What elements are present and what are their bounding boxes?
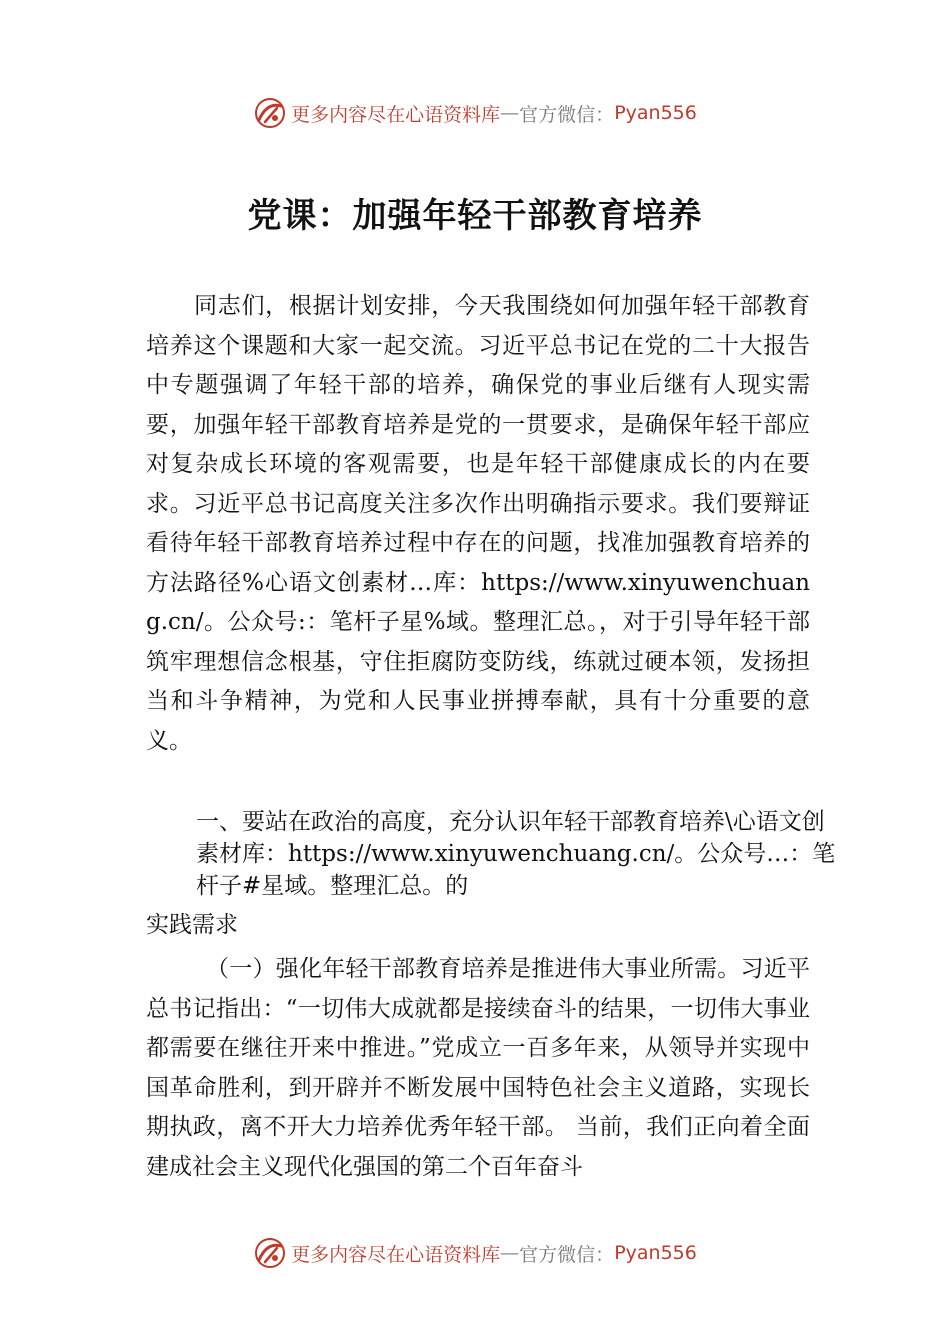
watermark-wechat-label: 官方微信：: [519, 1243, 615, 1266]
watermark-title: 更多内容尽在心语资料库: [291, 1243, 501, 1266]
stamp-logo-icon: [253, 1236, 287, 1270]
watermark-footer: [0, 1236, 950, 1270]
document-title: 党课：加强年轻干部教育培养: [247, 196, 703, 236]
section-heading-1: 一、要站在政治的高度，充分认识年轻干部教育培养\心语文创素材库：https://www.xinyuwenchuang.cn/。公众号…：笔杆子#星域。整理汇总。的: [196, 809, 836, 899]
stamp-logo-icon: [253, 96, 287, 130]
watermark-dash: —: [500, 102, 520, 124]
watermark-wechat-id: Pyan556: [614, 1242, 697, 1264]
paragraph-subsection-1: （一）强化年轻干部教育培养是推进伟大事业所需。习近平总书记指出：“一切伟大成就都是接续奋斗的结果，一切伟大事业都需要在继往开来中推进。”党成立一百多年来，从领导并实现中国革命胜利，到开辟并不断发展中国特色社会主义道路，实现长期执政，离不开大力培养优秀年轻干部。 当前，我们正向着全面建成社会主义现代化强国的第二个百年奋斗: [146, 956, 810, 1180]
watermark-wechat-id: Pyan556: [614, 102, 697, 124]
section-heading-1-continued: 实践需求: [146, 912, 238, 938]
watermark-title: 更多内容尽在心语资料库: [291, 103, 501, 126]
watermark-dash: —: [500, 1242, 520, 1264]
paragraph-intro: 同志们，根据计划安排，今天我围绕如何加强年轻干部教育培养这个课题和大家一起交流。习近平总书记在党的二十大报告中专题强调了年轻干部的培养，确保党的事业后继有人现实需要，加强年轻干部教育培养是党的一贯要求，是确保年轻干部应对复杂成长环境的客观需要，也是年轻干部健康成长的内在要求。习近平总书记高度关注多次作出明确指示要求。我们要辩证看待年轻干部教育培养过程中存在的问题，找准加强教育培养的方法路径%心语文创素材…库：https://www.xinyuwenchuang.cn/。公众号:：笔杆子星%域。整理汇总。，对于引导年轻干部筑牢理想信念根基，守住拒腐防变防线，练就过硬本领，发扬担当和斗争精神，为党和人民事业拼搏奉献，具有十分重要的意义。: [146, 293, 810, 754]
watermark-wechat-label: 官方微信：: [519, 103, 615, 126]
watermark-header: [0, 96, 950, 130]
